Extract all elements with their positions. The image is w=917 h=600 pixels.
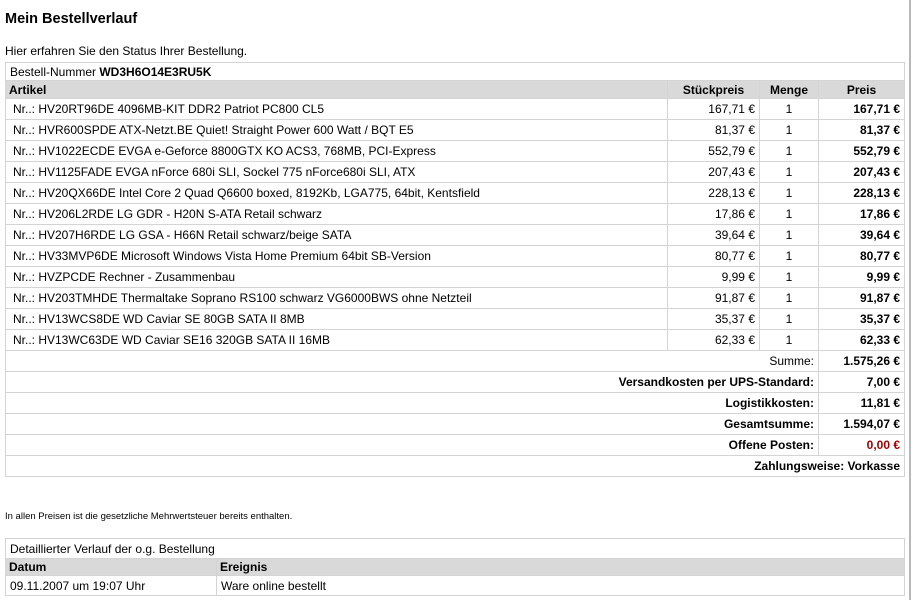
item-price: 35,37 € bbox=[819, 309, 905, 330]
item-price: 39,64 € bbox=[819, 225, 905, 246]
item-price: 228,13 € bbox=[819, 183, 905, 204]
item-unit-price: 17,86 € bbox=[668, 204, 760, 225]
history-table bbox=[5, 538, 905, 596]
open-items-row bbox=[6, 435, 905, 456]
order-item-row bbox=[6, 99, 905, 120]
item-price: 552,79 € bbox=[819, 141, 905, 162]
item-price: 167,71 € bbox=[819, 99, 905, 120]
col-header-price: Preis bbox=[819, 81, 905, 99]
item-quantity: 1 bbox=[760, 162, 819, 183]
item-quantity: 1 bbox=[760, 141, 819, 162]
item-name: Nr..: HV20QX66DE Intel Core 2 Quad Q6600 boxed, 8192Kb, LGA775, 64bit, Kentsfield bbox=[6, 183, 668, 204]
col-header-quantity: Menge bbox=[760, 81, 819, 99]
item-unit-price: 81,37 € bbox=[668, 120, 760, 141]
window-edge bbox=[909, 0, 911, 600]
item-unit-price: 167,71 € bbox=[668, 99, 760, 120]
item-unit-price: 35,37 € bbox=[668, 309, 760, 330]
logistics-row bbox=[6, 393, 905, 414]
col-header-date: Datum bbox=[6, 559, 217, 576]
logistics-value: 11,81 € bbox=[819, 393, 905, 414]
order-item-row bbox=[6, 120, 905, 141]
item-price: 207,43 € bbox=[819, 162, 905, 183]
order-number-cell bbox=[6, 63, 905, 81]
subtotal-value: 1.575,26 € bbox=[819, 351, 905, 372]
item-quantity: 1 bbox=[760, 99, 819, 120]
order-number-value: WD3H6O14E3RU5K bbox=[99, 64, 212, 79]
payment-method: Zahlungsweise: Vorkasse bbox=[6, 456, 905, 477]
item-name: Nr..: HV13WCS8DE WD Caviar SE 80GB SATA II 8MB bbox=[6, 309, 668, 330]
item-price: 91,87 € bbox=[819, 288, 905, 309]
item-price: 80,77 € bbox=[819, 246, 905, 267]
item-quantity: 1 bbox=[760, 225, 819, 246]
item-unit-price: 62,33 € bbox=[668, 330, 760, 351]
item-quantity: 1 bbox=[760, 183, 819, 204]
item-name: Nr..: HVR600SPDE ATX-Netzt.BE Quiet! Straight Power 600 Watt / BQT E5 bbox=[6, 120, 668, 141]
intro-text: Hier erfahren Sie den Status Ihrer Bestellung. bbox=[5, 44, 248, 58]
subtotal-row bbox=[6, 351, 905, 372]
item-name: Nr..: HV1125FADE EVGA nForce 680i SLI, Sockel 775 nForce680i SLI, ATX bbox=[6, 162, 668, 183]
item-name: Nr..: HV206L2RDE LG GDR - H20N S-ATA Retail schwarz bbox=[6, 204, 668, 225]
item-name: Nr..: HV207H6RDE LG GSA - H66N Retail schwarz/beige SATA bbox=[6, 225, 668, 246]
tax-note: In allen Preisen ist die gesetzliche Mehrwertsteuer bereits enthalten. bbox=[5, 511, 293, 522]
item-price: 9,99 € bbox=[819, 267, 905, 288]
item-quantity: 1 bbox=[760, 204, 819, 225]
item-quantity: 1 bbox=[760, 267, 819, 288]
item-quantity: 1 bbox=[760, 246, 819, 267]
col-header-event: Ereignis bbox=[217, 559, 905, 576]
history-row bbox=[6, 576, 905, 596]
order-item-row bbox=[6, 204, 905, 225]
order-item-row bbox=[6, 330, 905, 351]
item-unit-price: 552,79 € bbox=[668, 141, 760, 162]
history-caption: Detaillierter Verlauf der o.g. Bestellung bbox=[6, 539, 905, 559]
order-item-row bbox=[6, 141, 905, 162]
item-quantity: 1 bbox=[760, 309, 819, 330]
col-header-unit-price: Stückpreis bbox=[668, 81, 760, 99]
open-items-label: Offene Posten: bbox=[6, 435, 819, 456]
payment-row bbox=[6, 456, 905, 477]
item-unit-price: 80,77 € bbox=[668, 246, 760, 267]
item-name: Nr..: HV1022ECDE EVGA e-Geforce 8800GTX KO ACS3, 768MB, PCI-Express bbox=[6, 141, 668, 162]
shipping-label: Versandkosten per UPS-Standard: bbox=[6, 372, 819, 393]
shipping-row bbox=[6, 372, 905, 393]
order-item-row bbox=[6, 267, 905, 288]
item-price: 81,37 € bbox=[819, 120, 905, 141]
logistics-label: Logistikkosten: bbox=[6, 393, 819, 414]
total-row bbox=[6, 414, 905, 435]
history-header-row bbox=[6, 559, 905, 576]
item-name: Nr..: HV13WC63DE WD Caviar SE16 320GB SATA II 16MB bbox=[6, 330, 668, 351]
item-unit-price: 228,13 € bbox=[668, 183, 760, 204]
order-item-row bbox=[6, 309, 905, 330]
order-number-label: Bestell-Nummer bbox=[10, 64, 97, 79]
item-price: 62,33 € bbox=[819, 330, 905, 351]
item-name: Nr..: HV20RT96DE 4096MB-KIT DDR2 Patriot PC800 CL5 bbox=[6, 99, 668, 120]
order-header-row bbox=[6, 81, 905, 99]
total-value: 1.594,07 € bbox=[819, 414, 905, 435]
item-quantity: 1 bbox=[760, 330, 819, 351]
item-name: Nr..: HVZPCDE Rechner - Zusammenbau bbox=[6, 267, 668, 288]
history-event: Ware online bestellt bbox=[217, 576, 905, 596]
item-quantity: 1 bbox=[760, 120, 819, 141]
order-number-row bbox=[6, 63, 905, 81]
history-caption-row bbox=[6, 539, 905, 559]
order-item-row bbox=[6, 288, 905, 309]
shipping-value: 7,00 € bbox=[819, 372, 905, 393]
item-quantity: 1 bbox=[760, 288, 819, 309]
item-unit-price: 9,99 € bbox=[668, 267, 760, 288]
item-name: Nr..: HV33MVP6DE Microsoft Windows Vista Home Premium 64bit SB-Version bbox=[6, 246, 668, 267]
item-name: Nr..: HV203TMHDE Thermaltake Soprano RS100 schwarz VG6000BWS ohne Netzteil bbox=[6, 288, 668, 309]
order-table bbox=[5, 62, 905, 477]
open-items-value: 0,00 € bbox=[819, 435, 905, 456]
order-item-row bbox=[6, 162, 905, 183]
total-label: Gesamtsumme: bbox=[6, 414, 819, 435]
order-item-row bbox=[6, 183, 905, 204]
item-unit-price: 39,64 € bbox=[668, 225, 760, 246]
col-header-article: Artikel bbox=[6, 81, 668, 99]
item-unit-price: 91,87 € bbox=[668, 288, 760, 309]
history-date: 09.11.2007 um 19:07 Uhr bbox=[6, 576, 217, 596]
page-title: Mein Bestellverlauf bbox=[5, 11, 138, 27]
order-item-row bbox=[6, 225, 905, 246]
item-unit-price: 207,43 € bbox=[668, 162, 760, 183]
order-item-row bbox=[6, 246, 905, 267]
item-price: 17,86 € bbox=[819, 204, 905, 225]
subtotal-label: Summe: bbox=[6, 351, 819, 372]
